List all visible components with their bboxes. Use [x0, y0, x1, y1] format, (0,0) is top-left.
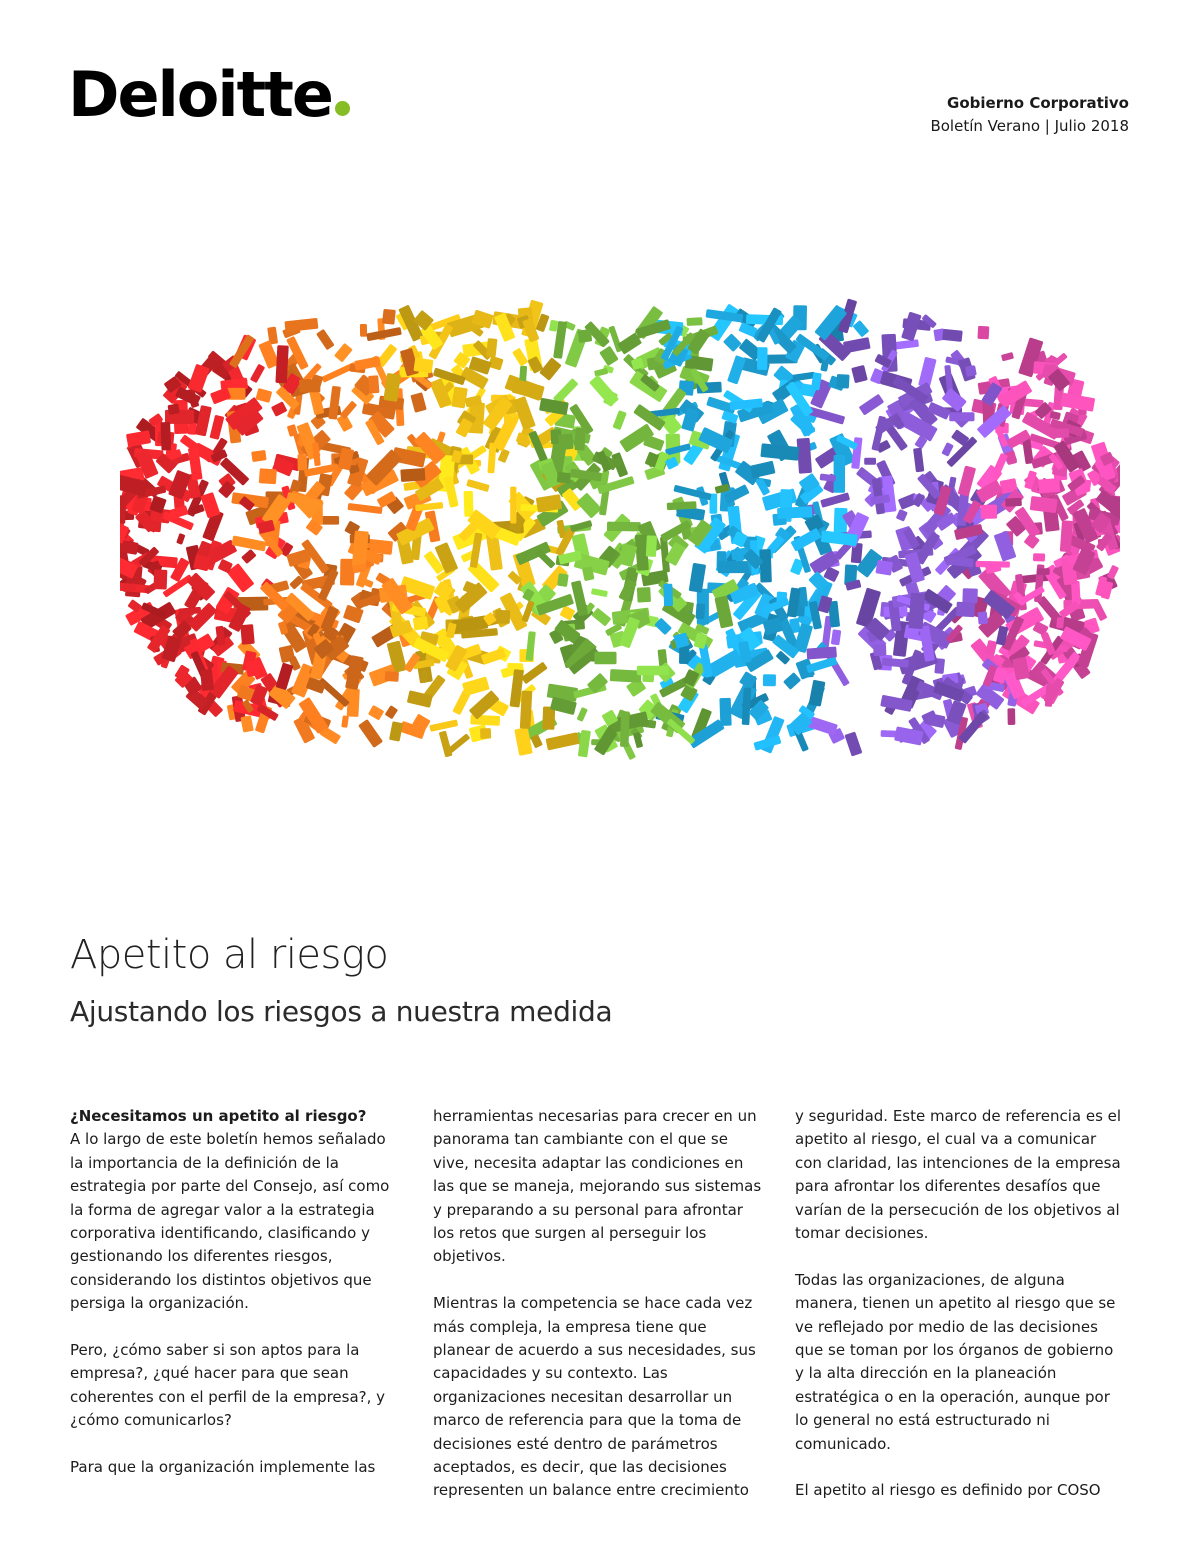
brick [1050, 428, 1069, 438]
brick [831, 629, 842, 645]
brick [851, 365, 868, 383]
brick [873, 645, 886, 657]
logo-text: Deloitte [68, 58, 332, 131]
brick [188, 364, 210, 393]
header-info [930, 92, 1129, 138]
text-column-1 [70, 1105, 400, 1503]
logo-dot [335, 101, 350, 116]
brick [512, 348, 528, 367]
brick [341, 715, 349, 728]
brick [200, 492, 220, 518]
brick [368, 705, 384, 721]
brick [200, 669, 214, 691]
brick [557, 472, 571, 484]
brick [510, 487, 516, 524]
brick [481, 648, 506, 665]
brick [340, 401, 358, 420]
text-column-3 [795, 1105, 1125, 1526]
brick [520, 691, 532, 729]
brick [400, 468, 425, 482]
brick [667, 501, 697, 510]
brick [176, 533, 185, 545]
paragraph: y seguridad. Este marco de referencia es el apetito al riesgo, el cual va a comunicar con claridad, las intenciones de la empresa para afrontar los diferentes desafíos que varían de la persecución de los objetivos al tomar decisiones. [795, 1107, 1122, 1243]
brick [613, 410, 627, 430]
brick [557, 573, 569, 587]
brick [809, 680, 826, 707]
brick [777, 506, 812, 519]
brick [259, 468, 277, 484]
brick [466, 479, 490, 492]
brick [275, 345, 288, 383]
brick [908, 593, 925, 629]
brick [836, 374, 849, 388]
brick [558, 434, 574, 451]
brick [646, 535, 657, 557]
brick [439, 731, 453, 758]
paragraph: El apetito al riesgo es definido por COSO [795, 1481, 1101, 1500]
paragraph: Todas las organizaciones, de alguna manera, tienen un apetito al riesgo que se ve reflejado por medio de las decisiones que se toman por los órganos de gobierno y la alta dirección en la planeación estratégica o en la operación, aunque por lo general no está estructurado ni comunicado. [795, 1270, 1116, 1453]
brick [486, 338, 497, 357]
brick [284, 318, 318, 332]
brick [498, 448, 510, 463]
paragraph: herramientas necesarias para crecer en un panorama tan cambiante con el que se vive, necesita adaptar las condiciones en las que se maneja, mejorando sus sistemas y preparando a su personal para afrontar los retos que surgen al perseguir los objetivos. [433, 1107, 762, 1266]
brick [757, 347, 768, 370]
brick [594, 652, 616, 665]
page-title: Apetito al riesgo [70, 932, 389, 978]
paragraph: Para que la organización implemente las [70, 1458, 376, 1477]
brick [167, 404, 179, 415]
brick [549, 320, 558, 332]
brick [1005, 498, 1022, 507]
brick [575, 428, 586, 451]
brick [250, 364, 265, 383]
brick [977, 611, 988, 624]
brick [241, 549, 257, 564]
brick [977, 326, 989, 340]
brick [546, 732, 580, 750]
brick [240, 624, 254, 645]
text-column-2 [433, 1105, 763, 1526]
brick [389, 721, 403, 741]
brick [864, 458, 876, 465]
brick [1060, 393, 1095, 412]
brick [962, 588, 978, 603]
brick [334, 343, 353, 363]
brick [591, 588, 608, 597]
brick [750, 461, 776, 479]
paragraph: A lo largo de este boletín hemos señalado la importancia de la definición de la estrategia por parte del Consejo, así como la forma de agregar valor a la estrategia corporativa identificando, clasificando y gestionando los diferentes riesgos, considerando los distintos objetivos que persiga la organización. [70, 1130, 390, 1313]
edition-label: Boletín Verano | Julio 2018 [930, 117, 1129, 135]
brick [663, 584, 673, 607]
page-subtitle: Ajustando los riesgos a nuestra medida [70, 995, 613, 1028]
brick [695, 603, 705, 619]
brick [844, 731, 862, 756]
brick [723, 333, 742, 352]
brick [348, 503, 383, 514]
brick [358, 719, 383, 748]
brick [637, 666, 669, 675]
brick [853, 320, 870, 337]
brick [981, 505, 998, 519]
brick [792, 372, 815, 382]
brick [429, 719, 458, 731]
brick [1001, 352, 1014, 361]
brick [820, 492, 850, 507]
brick [464, 491, 474, 517]
brick [385, 671, 399, 682]
brick [462, 676, 490, 696]
brick [949, 412, 974, 421]
brick [448, 733, 470, 753]
brick [287, 424, 298, 437]
brick [209, 415, 224, 440]
brick [643, 434, 665, 451]
brick [413, 358, 433, 374]
paragraph: Pero, ¿cómo saber si son aptos para la empresa?, ¿qué hacer para que sean coherentes con el perfil de la empresa?, y ¿cómo comunicarlos? [70, 1341, 386, 1430]
brick [480, 728, 491, 739]
brick [834, 455, 845, 493]
brick [1033, 553, 1045, 561]
brick [251, 450, 266, 462]
section-label: Gobierno Corporativo [947, 94, 1129, 112]
brick [1071, 581, 1081, 605]
brick [275, 663, 293, 691]
brick [297, 454, 307, 470]
brick [783, 672, 801, 690]
brick [360, 324, 367, 337]
brick [577, 707, 588, 722]
brick [759, 549, 772, 582]
brick [316, 329, 335, 350]
brick [271, 401, 287, 416]
brick [368, 375, 379, 393]
brick [941, 442, 953, 457]
brick [942, 329, 963, 342]
brick [382, 309, 396, 325]
brick [576, 493, 602, 519]
brick [126, 430, 151, 447]
brick [956, 602, 975, 617]
brick [859, 394, 885, 416]
brick [240, 715, 253, 732]
brick [958, 466, 976, 497]
brick [913, 448, 924, 473]
brick [760, 443, 799, 461]
brick [633, 732, 643, 748]
brick [521, 662, 548, 685]
brick [299, 379, 320, 393]
brick [410, 392, 426, 413]
brick [965, 365, 977, 377]
brick [797, 438, 812, 474]
brick [607, 522, 641, 532]
brick [526, 631, 536, 661]
brick [637, 587, 651, 602]
brick [594, 368, 608, 377]
brick [1007, 708, 1015, 725]
brick [495, 610, 510, 624]
brick [413, 616, 429, 630]
brick [985, 640, 997, 656]
brick [553, 378, 579, 404]
brick [1037, 568, 1050, 575]
paragraph: Mientras la competencia se hace cada vez más compleja, la empresa tiene que planear de acuerdo a sus necesidades, sus capacidades y su contexto. Las organizaciones necesitan desarrollar un marco de referencia para que la toma de decisiones esté dentro de parámetros aceptados, es decir, que las decisiones representen un balance entre crecimiento [433, 1294, 756, 1500]
brick [1038, 478, 1060, 493]
brick [708, 303, 739, 341]
brick [1024, 533, 1040, 549]
brick [875, 560, 893, 576]
brick [687, 317, 703, 326]
section-heading: ¿Necesitamos un apetito al riesgo? [70, 1107, 367, 1125]
brick [620, 711, 630, 747]
brick [231, 535, 266, 551]
brick [153, 569, 167, 589]
brick [210, 387, 231, 404]
deloitte-logo [68, 60, 350, 130]
brick [255, 388, 272, 403]
brick [1056, 617, 1064, 628]
brick [578, 329, 593, 343]
brick [539, 357, 561, 381]
brick [385, 705, 398, 719]
brick [689, 563, 706, 593]
brick [806, 646, 836, 659]
brick [896, 509, 908, 522]
brick [591, 608, 611, 627]
brick [763, 674, 776, 686]
brick [1060, 520, 1073, 552]
brick [309, 389, 324, 415]
brick [719, 698, 731, 726]
brick [161, 422, 172, 451]
brick [150, 521, 162, 532]
hero-image-colored-bricks [120, 280, 1120, 770]
brick [610, 669, 642, 683]
